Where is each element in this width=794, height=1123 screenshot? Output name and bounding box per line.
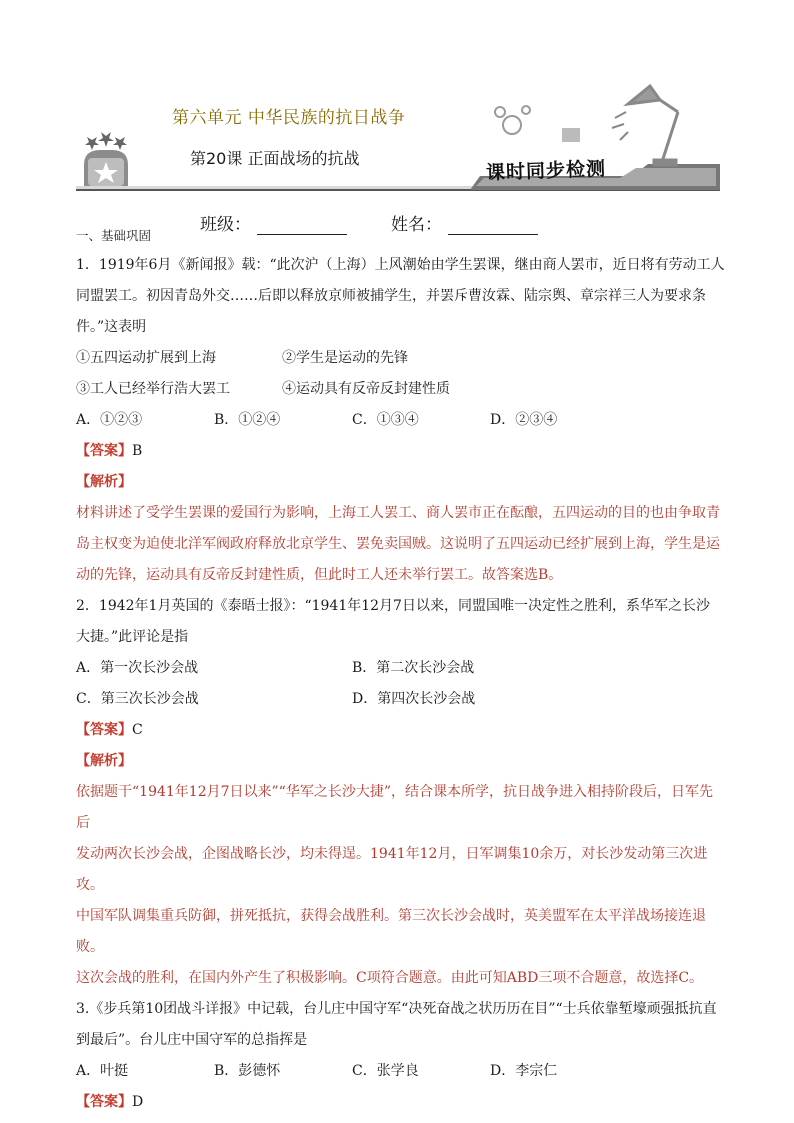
q1-option-b[interactable]: B．①②④ [214,412,281,428]
q3-answer [76,1087,726,1118]
q1-option-a[interactable]: A．①②③ [76,412,143,428]
answer-label: 【答案】 [76,443,132,459]
q1-explain-line: 动的先锋，运动具有反帝反封建性质，但此时工人还未举行罢工。故答案选B。 [76,567,563,583]
answer-value: B [132,443,143,459]
question-3 [76,994,726,1118]
unit-title: 第六单元 中华民族的抗日战争 [172,108,406,128]
q1-statement: ①五四运动扩展到上海 [76,350,216,366]
q2-option-c[interactable]: C．第三次长沙会战 [76,691,199,707]
q3-options [76,1056,726,1087]
q1-statements-row [76,343,726,374]
q3-option-a[interactable]: A．叶挺 [76,1063,129,1079]
q2-option-b[interactable]: B．第二次长沙会战 [352,660,475,676]
section-heading: 一、基础巩固 [76,228,152,243]
q1-line: 同盟罢工。初因青岛外交……后即以释放京师被捕学生，并罢斥曹汝霖、陆宗舆、章宗祥三人为要求条 [76,288,706,304]
q3-line: 3.《步兵第10团战斗详报》中记载，台儿庄中国守军“决死奋战之状历历在目”“士兵依靠堑壕顽强抵抗直 [76,1001,717,1017]
class-label: 班级： [200,215,251,235]
explain-label: 【解析】 [76,474,132,490]
lesson-title: 第20课 正面战场的抗战 [190,149,360,168]
q1-option-d[interactable]: D．②③④ [490,412,558,428]
q1-option-c[interactable]: C．①③④ [352,412,419,428]
q1-statement: ②学生是运动的先锋 [282,350,408,366]
q2-line: 2．1942年1月英国的《泰晤士报》：“1941年12月7日以来，同盟国唯一决定性之胜利，系华军之长沙 [76,598,710,614]
q2-option-a[interactable]: A．第一次长沙会战 [76,660,199,676]
q1-options [76,405,726,436]
answer-label: 【答案】 [76,722,132,738]
q3-line: 到最后”。台儿庄中国守军的总指挥是 [76,1032,308,1048]
q3-option-c[interactable]: C．张学良 [352,1063,419,1079]
answer-value: C [132,722,143,738]
q3-option-d[interactable]: D．李宗仁 [490,1063,558,1079]
q2-explain-line: 依据题干“1941年12月7日以来”“华军之长沙大捷”，结合课本所学，抗日战争进入相持阶段后，日军先后 [76,784,713,831]
page-header [0,0,794,200]
header-banner-graphic [0,0,794,200]
explain-label: 【解析】 [76,753,132,769]
q2-explain-line: 这次会战的胜利，在国内外产生了积极影响。C项符合题意。由此可知ABD三项不合题意，故选择C。 [76,970,704,986]
q1-line: 1．1919年6月《新闻报》载：“此次沪（上海）上风潮始由学生罢课，继由商人罢市，近日将有劳动工人 [76,257,725,273]
bubbles-icon [495,106,530,134]
q2-options-row [76,653,726,684]
worksheet-content [76,226,726,1118]
sync-check-title: 课时同步检测 [485,157,607,185]
q1-statement: ④运动具有反帝反封建性质 [282,381,450,397]
name-label: 姓名： [391,215,442,235]
q2-option-d[interactable]: D．第四次长沙会战 [352,691,476,707]
q2-explain-line: 中国军队调集重兵防御，拼死抵抗，获得会战胜利。第三次长沙会战时，英美盟军在太平洋战场接连退败。 [76,908,706,955]
question-1 [76,250,726,591]
q1-explain-line: 材料讲述了受学生罢课的爱国行为影响，上海工人罢工、商人罢市正在酝酿，五四运动的目的也由争取青 [76,505,720,521]
q3-option-b[interactable]: B．彭德怀 [214,1063,281,1079]
q2-answer [76,715,726,746]
question-2 [76,591,726,994]
desk-lamp-icon [612,86,678,165]
q1-explain-line: 岛主权变为迫使北洋军阀政府释放北京学生、罢免卖国贼。这说明了五四运动已经扩展到上海，学生是运 [76,536,720,552]
q2-explain-line: 发动两次长沙会战，企图战略长沙，均未得逞。1941年12月，日军调集10余万，对长沙发动第三次进攻。 [76,846,708,893]
q1-answer [76,436,726,467]
star-badge-icon [84,132,128,190]
q1-statement: ③工人已经举行浩大罢工 [76,381,230,397]
answer-value: D [132,1094,144,1110]
answer-label: 【答案】 [76,1094,132,1110]
q2-options-row [76,684,726,715]
q1-line: 件。”这表明 [76,319,147,335]
q2-line: 大捷。”此评论是指 [76,629,189,645]
q1-statements-row [76,374,726,405]
